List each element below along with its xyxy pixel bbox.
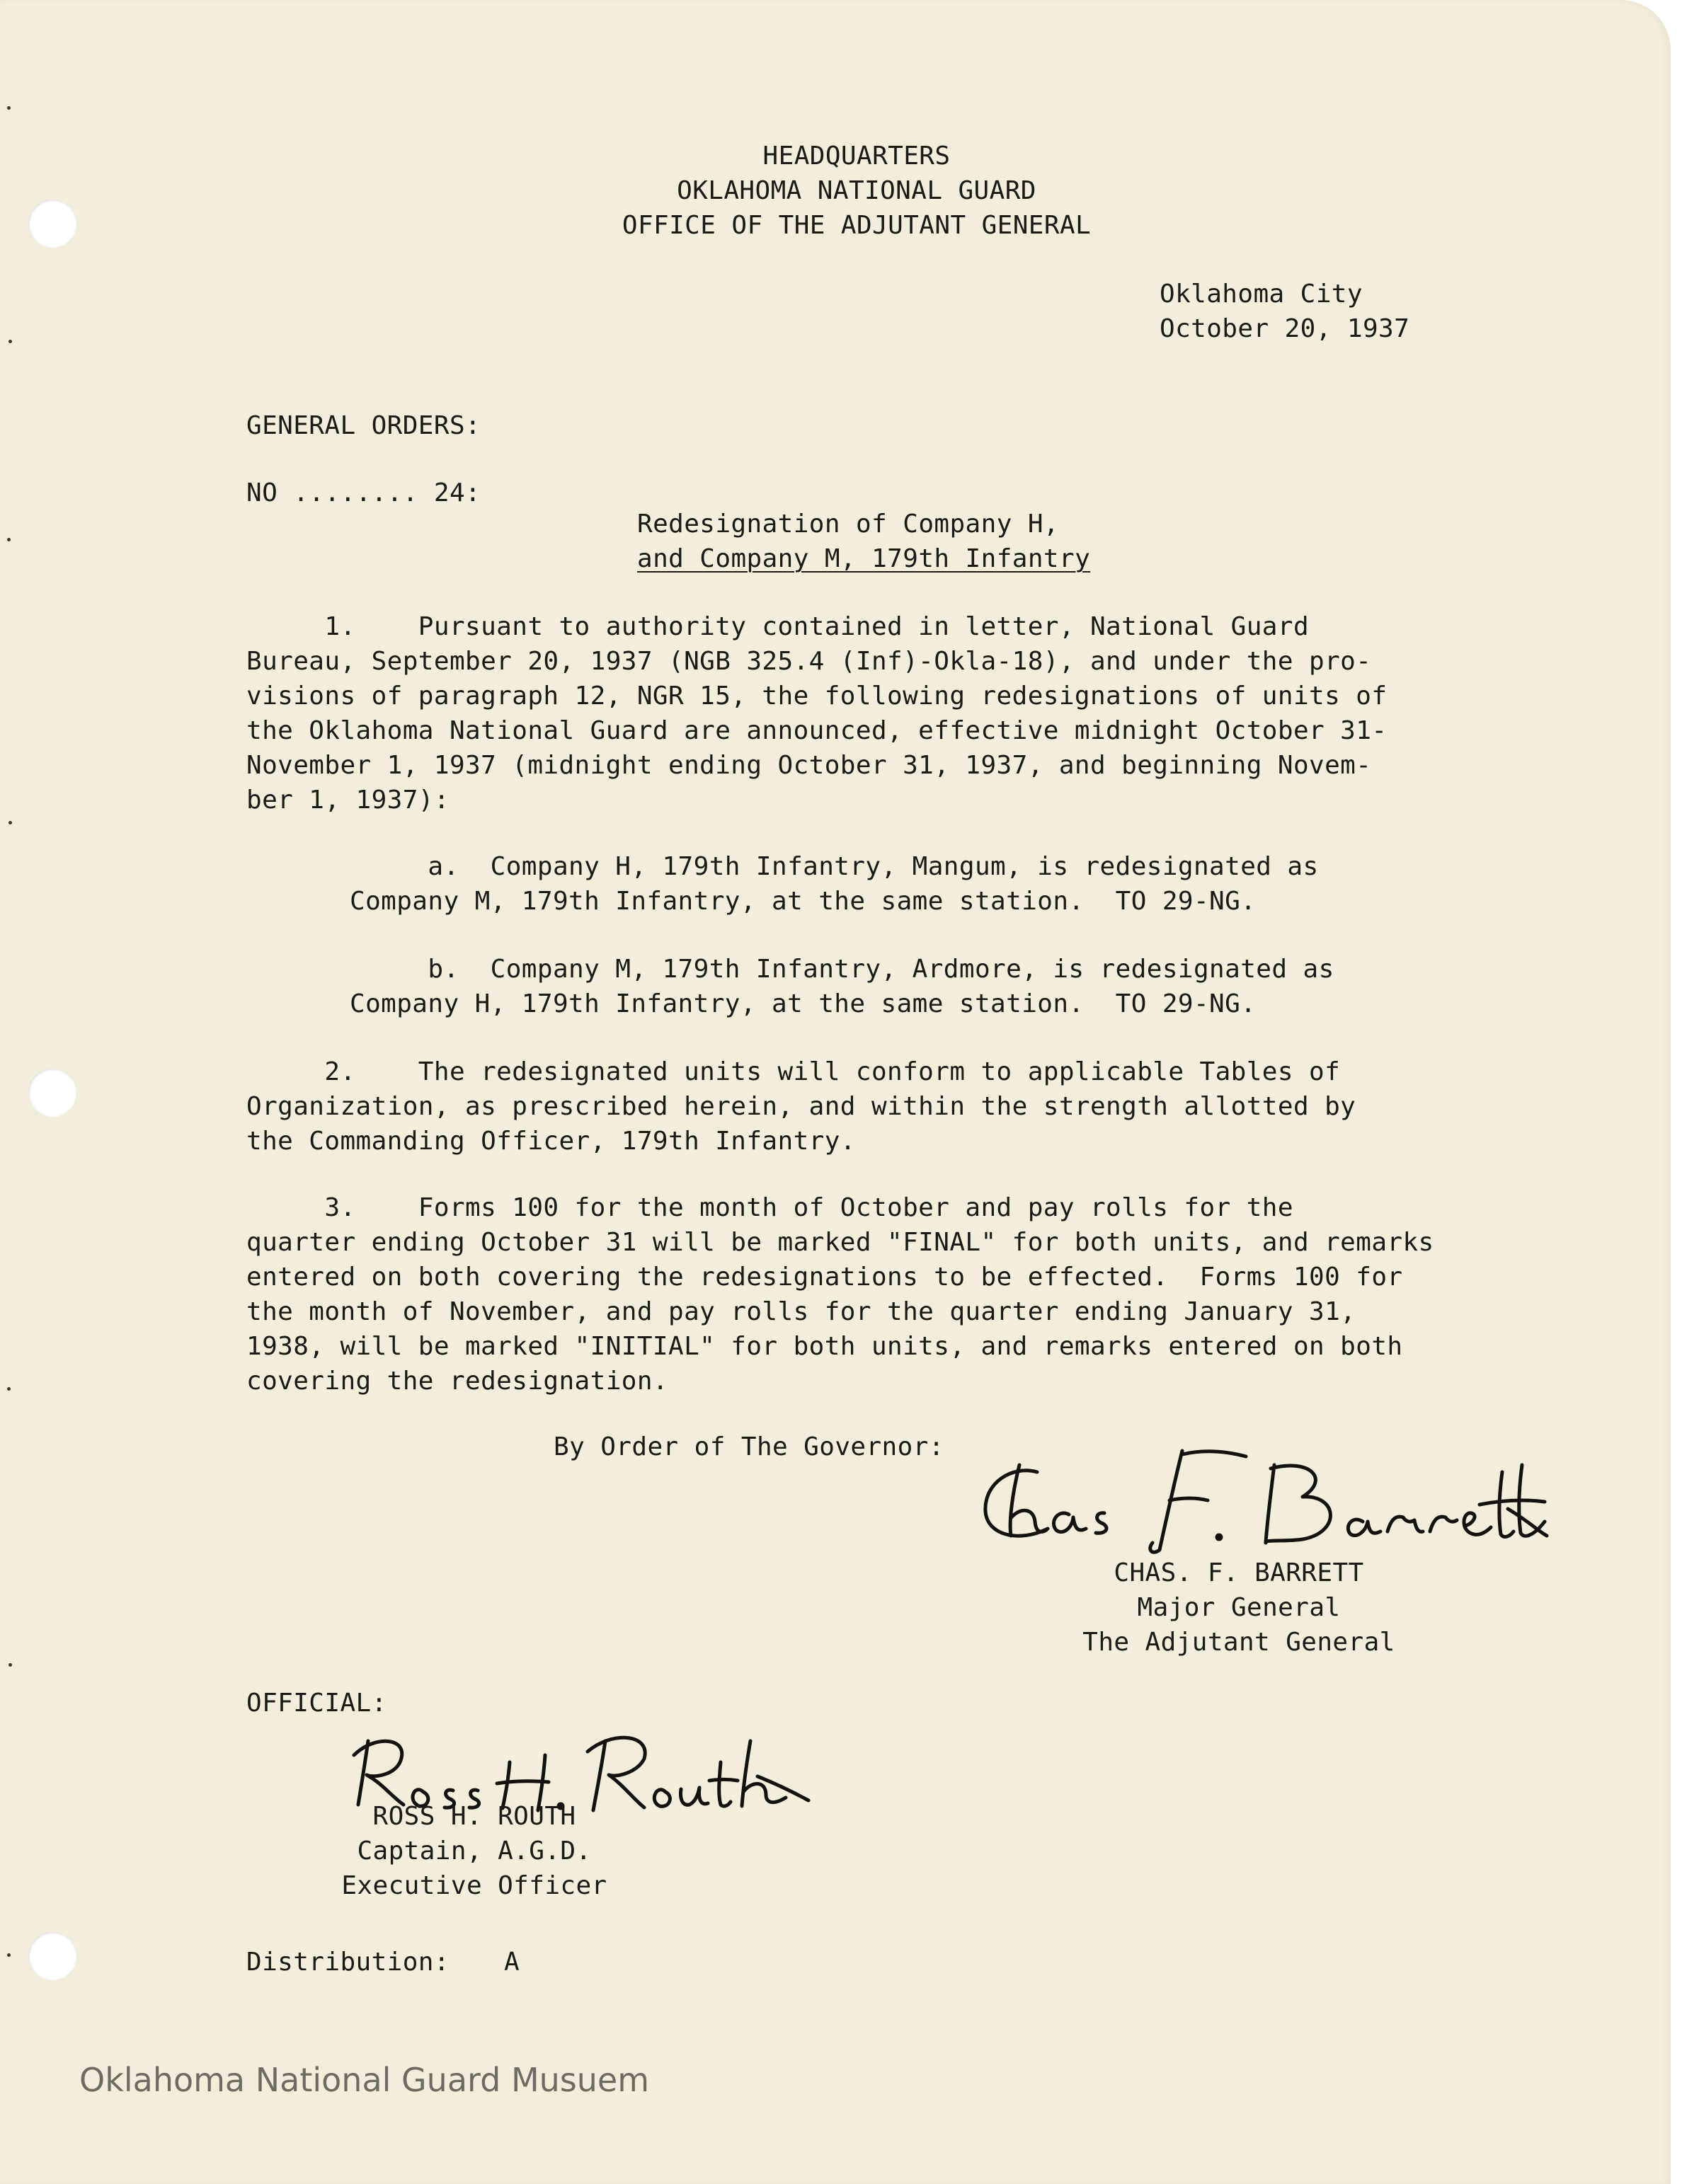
paragraph-1-line: Bureau, September 20, 1937 (NGB 325.4 (Inf)-Okla-18), and under the pro- xyxy=(246,647,1372,676)
barrett-signature xyxy=(970,1444,1550,1557)
paragraph-3-line: 1938, will be marked "INITIAL" for both units, and remarks entered on both xyxy=(246,1332,1403,1361)
museum-watermark: Oklahoma National Guard Musuem xyxy=(79,2061,650,2099)
by-order-line: By Order of The Governor: xyxy=(554,1432,944,1461)
signer-2-title: Executive Officer xyxy=(341,1871,607,1900)
item-b-line: b. Company M, 179th Infantry, Ardmore, is redesignated as xyxy=(350,955,1334,984)
paragraph-3-line: covering the redesignation. xyxy=(246,1367,668,1396)
distribution-label: Distribution: xyxy=(246,1948,450,1977)
signer-1-rank: Major General xyxy=(1137,1593,1341,1622)
order-date: October 20, 1937 xyxy=(1160,314,1410,343)
paragraph-1-line: November 1, 1937 (midnight ending October 31, 1937, and beginning Novem- xyxy=(246,751,1372,780)
signer-2-name: ROSS H. ROUTH xyxy=(372,1802,576,1831)
margin-speck xyxy=(7,1953,11,1957)
margin-speck xyxy=(8,1663,12,1667)
place-city: Oklahoma City xyxy=(1160,280,1363,309)
paragraph-3-line: quarter ending October 31 will be marked "FINAL" for both units, and remarks xyxy=(246,1228,1434,1257)
signer-1-name: CHAS. F. BARRETT xyxy=(1114,1558,1364,1587)
punch-hole-top xyxy=(28,200,76,248)
official-label: OFFICIAL: xyxy=(246,1689,387,1718)
signer-2-rank: Captain, A.G.D. xyxy=(357,1837,592,1866)
header-line-3: OFFICE OF THE ADJUTANT GENERAL xyxy=(622,211,1092,240)
header-line-1: HEADQUARTERS xyxy=(762,142,951,171)
paragraph-3-line: 3. Forms 100 for the month of October and pay rolls for the xyxy=(246,1193,1293,1222)
paragraph-1-line: ber 1, 1937): xyxy=(246,786,450,815)
paragraph-2-line: the Commanding Officer, 179th Infantry. xyxy=(246,1127,856,1156)
item-a-line: a. Company H, 179th Infantry, Mangum, is redesignated as xyxy=(350,852,1319,881)
paragraph-2-line: Organization, as prescribed herein, and within the strength allotted by xyxy=(246,1092,1356,1121)
page-margin-background xyxy=(1671,0,1699,2184)
margin-speck xyxy=(7,1387,11,1391)
margin-speck xyxy=(8,821,12,824)
subject-line-1: Redesignation of Company H, xyxy=(637,510,1059,539)
margin-speck xyxy=(7,106,11,110)
subject-line-2: and Company M, 179th Infantry xyxy=(637,544,1091,573)
paragraph-1-line: 1. Pursuant to authority contained in letter, National Guard xyxy=(246,612,1310,641)
paragraph-3-line: entered on both covering the redesignations to be effected. Forms 100 for xyxy=(246,1263,1403,1292)
punch-hole-bottom xyxy=(28,1932,76,1980)
header-line-2: OKLAHOMA NATIONAL GUARD xyxy=(677,176,1036,205)
distribution-value: A xyxy=(504,1948,520,1977)
barrett-signature-drawing xyxy=(970,1444,1550,1557)
margin-speck xyxy=(8,340,12,343)
paragraph-2-line: 2. The redesignated units will conform to applicable Tables of xyxy=(246,1057,1341,1086)
paragraph-3-line: the month of November, and pay rolls for the quarter ending January 31, xyxy=(246,1297,1356,1326)
general-orders-label: GENERAL ORDERS: xyxy=(246,411,481,440)
item-b-line: Company H, 179th Infantry, at the same station. TO 29-NG. xyxy=(350,989,1257,1018)
signer-1-title: The Adjutant General xyxy=(1082,1628,1395,1657)
punch-hole-middle xyxy=(28,1069,76,1117)
paragraph-1-line: visions of paragraph 12, NGR 15, the following redesignations of units of xyxy=(246,682,1388,711)
paragraph-1-line: the Oklahoma National Guard are announced, effective midnight October 31- xyxy=(246,716,1388,745)
item-a-line: Company M, 179th Infantry, at the same station. TO 29-NG. xyxy=(350,887,1257,916)
margin-speck xyxy=(7,538,11,541)
order-number: NO ........ 24: xyxy=(246,478,481,507)
